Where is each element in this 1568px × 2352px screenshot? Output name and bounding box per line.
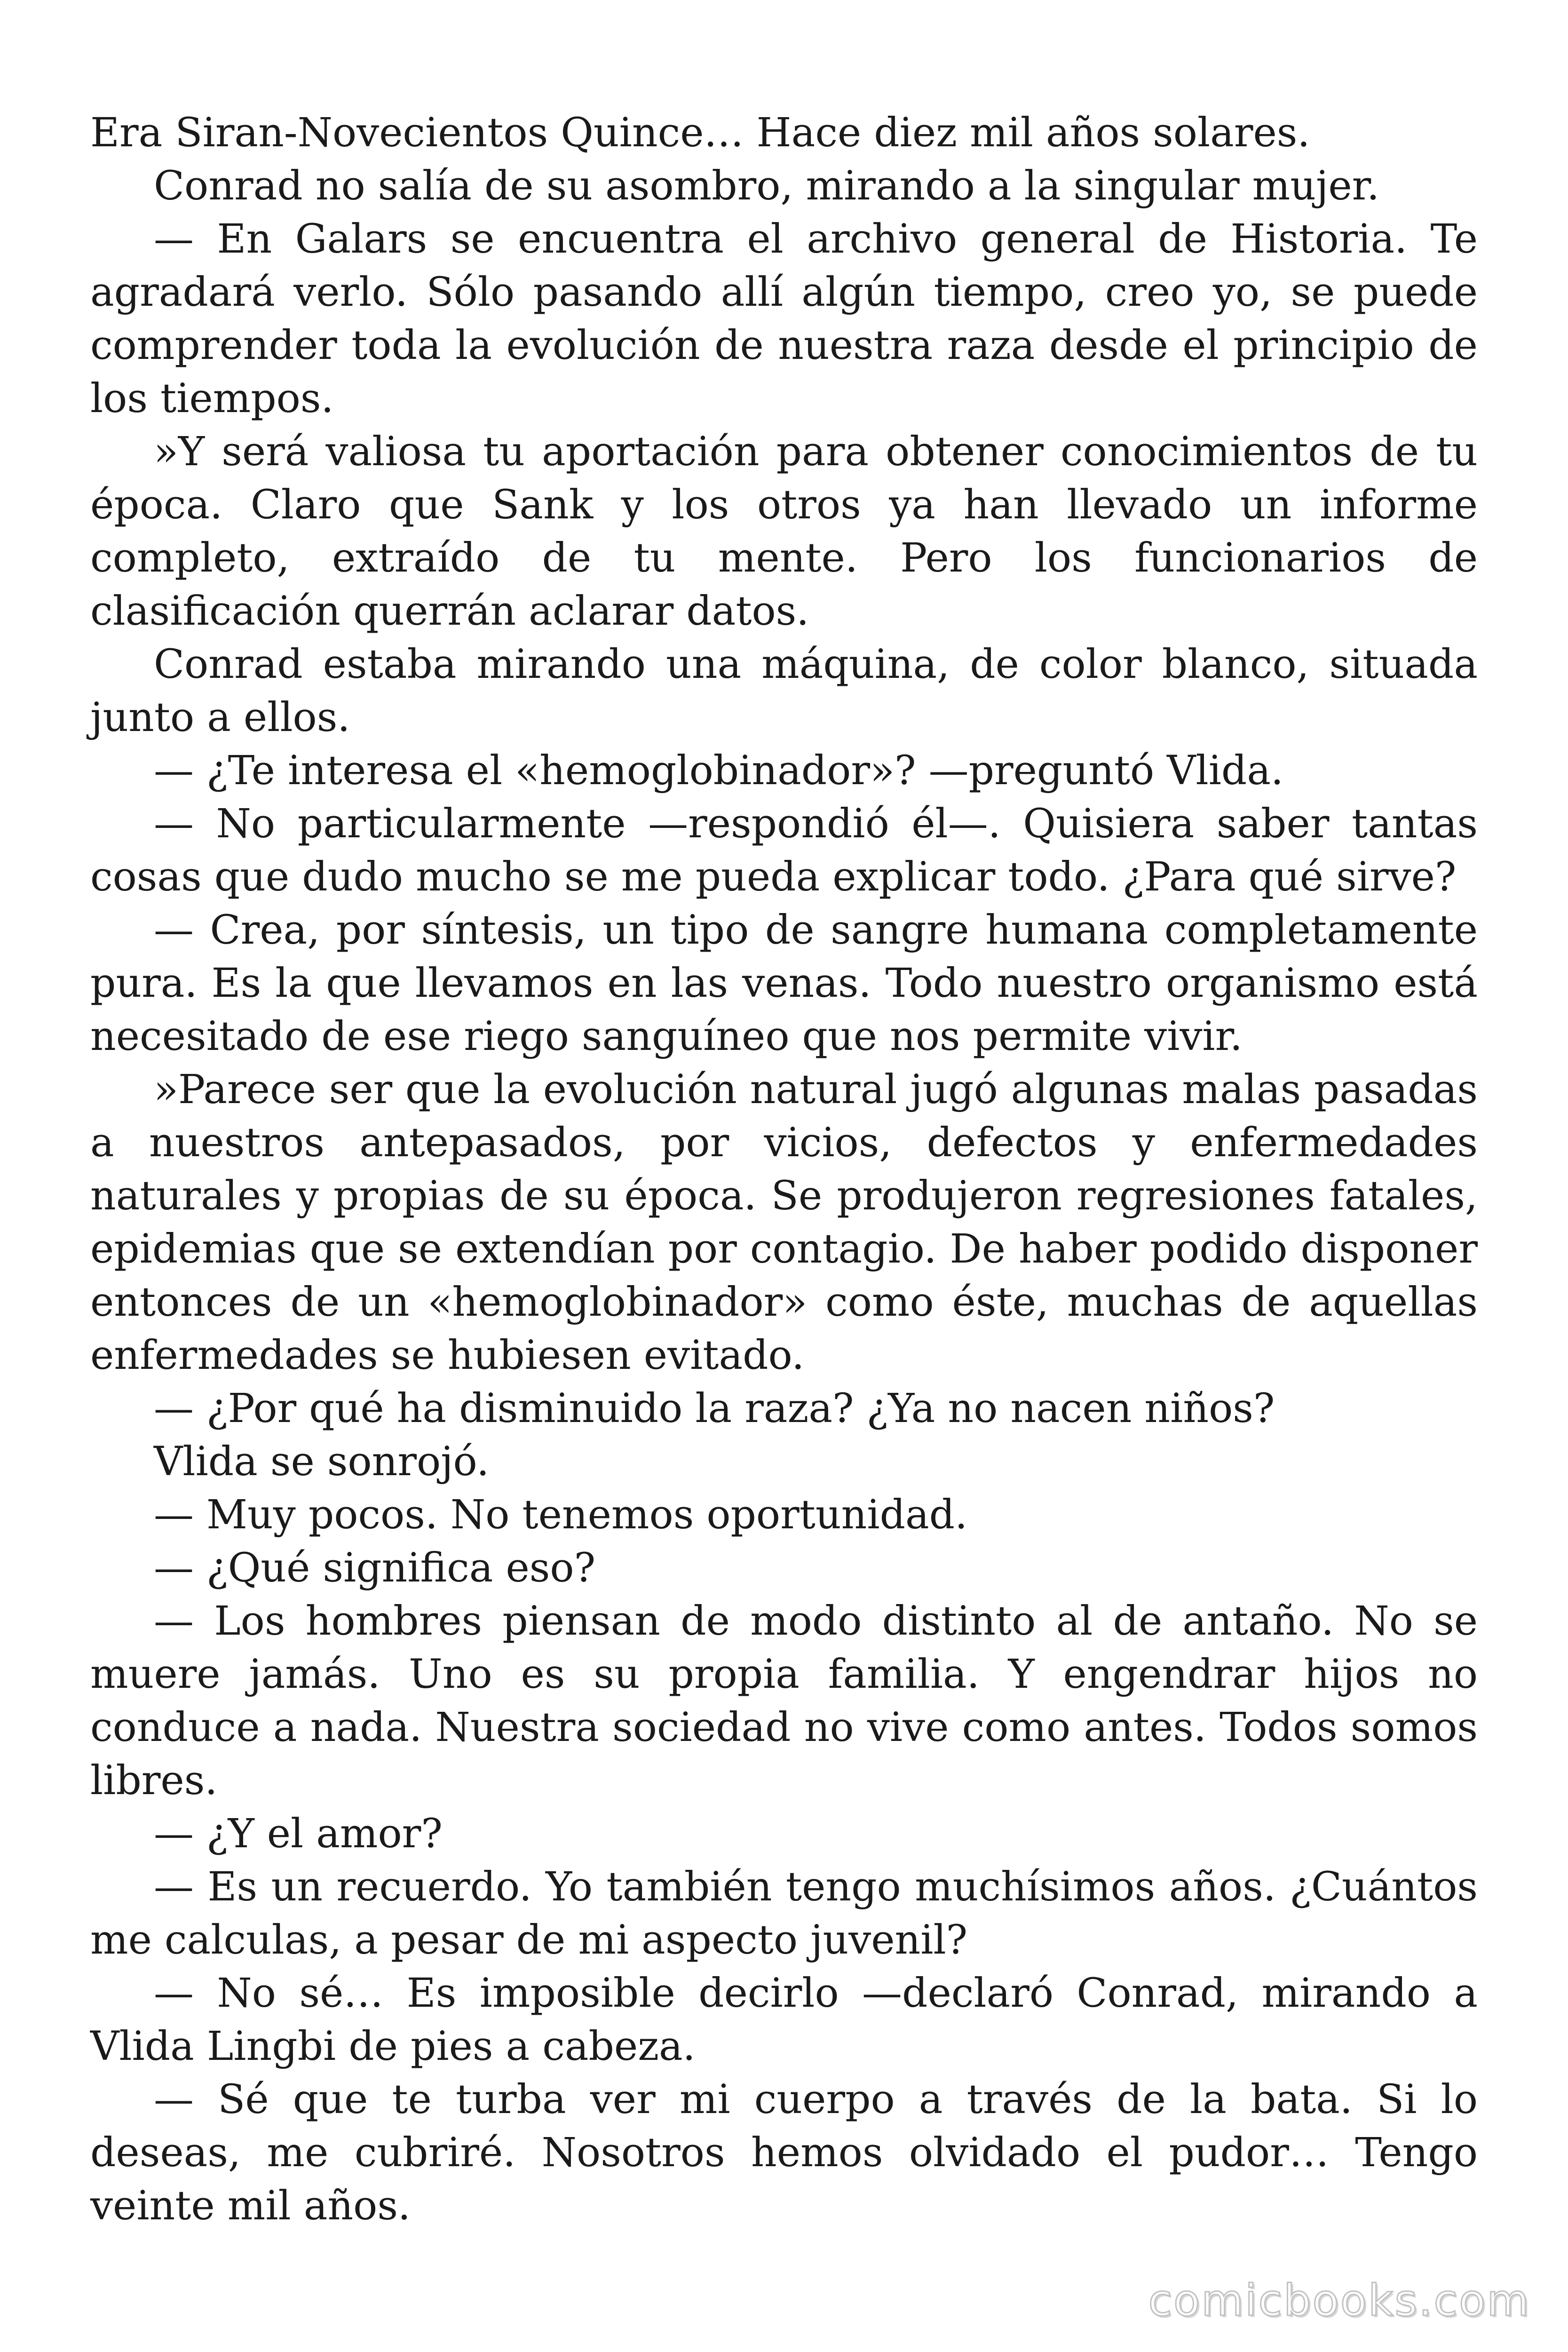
paragraph: — ¿Por qué ha disminuido la raza? ¿Ya no nacen niños?: [154, 1385, 1275, 1432]
book-page-text: [90, 106, 1478, 2233]
paragraph: Conrad no salía de su asombro, mirando a la singular mujer.: [154, 163, 1379, 209]
paragraph: — Crea, por síntesis, un tipo de sangre humana completamente pura. Es la que llevamos en las venas. Todo nuestro organismo está necesitado de ese riego sanguíneo que nos permite vivir.: [90, 907, 1478, 1060]
paragraph: — Los hombres piensan de modo distinto al de antaño. No se muere jamás. Uno es su propia familia. Y engendrar hijos no conduce a nada. Nuestra sociedad no vive como antes. Todos somos libres.: [90, 1598, 1478, 1804]
paragraph: »Y será valiosa tu aportación para obtener conocimientos de tu época. Claro que Sank y los otros ya han llevado un informe completo, extraído de tu mente. Pero los funcionarios de clasificación querrán aclarar datos.: [90, 429, 1478, 635]
paragraph: »Parece ser que la evolución natural jugó algunas malas pasadas a nuestros antepasados, por vicios, defectos y enfermedades naturales y propias de su época. Se produjeron regresiones fatales, epidemias que se extendían por contagio. De haber podido disponer entonces de un «hemoglobinador» como éste, muchas de aquellas enfermedades se hubiesen evitado.: [90, 1066, 1478, 1379]
paragraph: — ¿Te interesa el «hemoglobinador»? —preguntó Vlida.: [154, 747, 1284, 794]
paragraph: — Sé que te turba ver mi cuerpo a través de la bata. Si lo deseas, me cubriré. Nosotros hemos olvidado el pudor… Tengo veinte mil años.: [90, 2076, 1478, 2229]
paragraph: — En Galars se encuentra el archivo general de Historia. Te agradará verlo. Sólo pasando allí algún tiempo, creo yo, se puede comprender toda la evolución de nuestra raza desde el principio de los tiempos.: [90, 216, 1478, 422]
paragraph: — Es un recuerdo. Yo también tengo muchísimos años. ¿Cuántos me calculas, a pesar de mi aspecto juvenil?: [90, 1864, 1478, 1963]
paragraph: Conrad estaba mirando una máquina, de color blanco, situada junto a ellos.: [90, 641, 1478, 741]
paragraph: Era Siran-Novecientos Quince… Hace diez mil años solares.: [90, 110, 1310, 156]
paragraph: — ¿Qué significa eso?: [154, 1545, 596, 1591]
paragraph: — ¿Y el amor?: [154, 1811, 443, 1857]
paragraph: — Muy pocos. No tenemos oportunidad.: [154, 1492, 968, 1538]
paragraph: — No particularmente —respondió él—. Quisiera saber tantas cosas que dudo mucho se me pueda explicar todo. ¿Para qué sirve?: [90, 801, 1478, 900]
watermark-logo: comicbooks.com: [1148, 2275, 1530, 2326]
paragraph: — No sé… Es imposible decirlo —declaró Conrad, mirando a Vlida Lingbi de pies a cabeza.: [90, 1970, 1478, 2070]
paragraph: Vlida se sonrojó.: [154, 1438, 490, 1485]
